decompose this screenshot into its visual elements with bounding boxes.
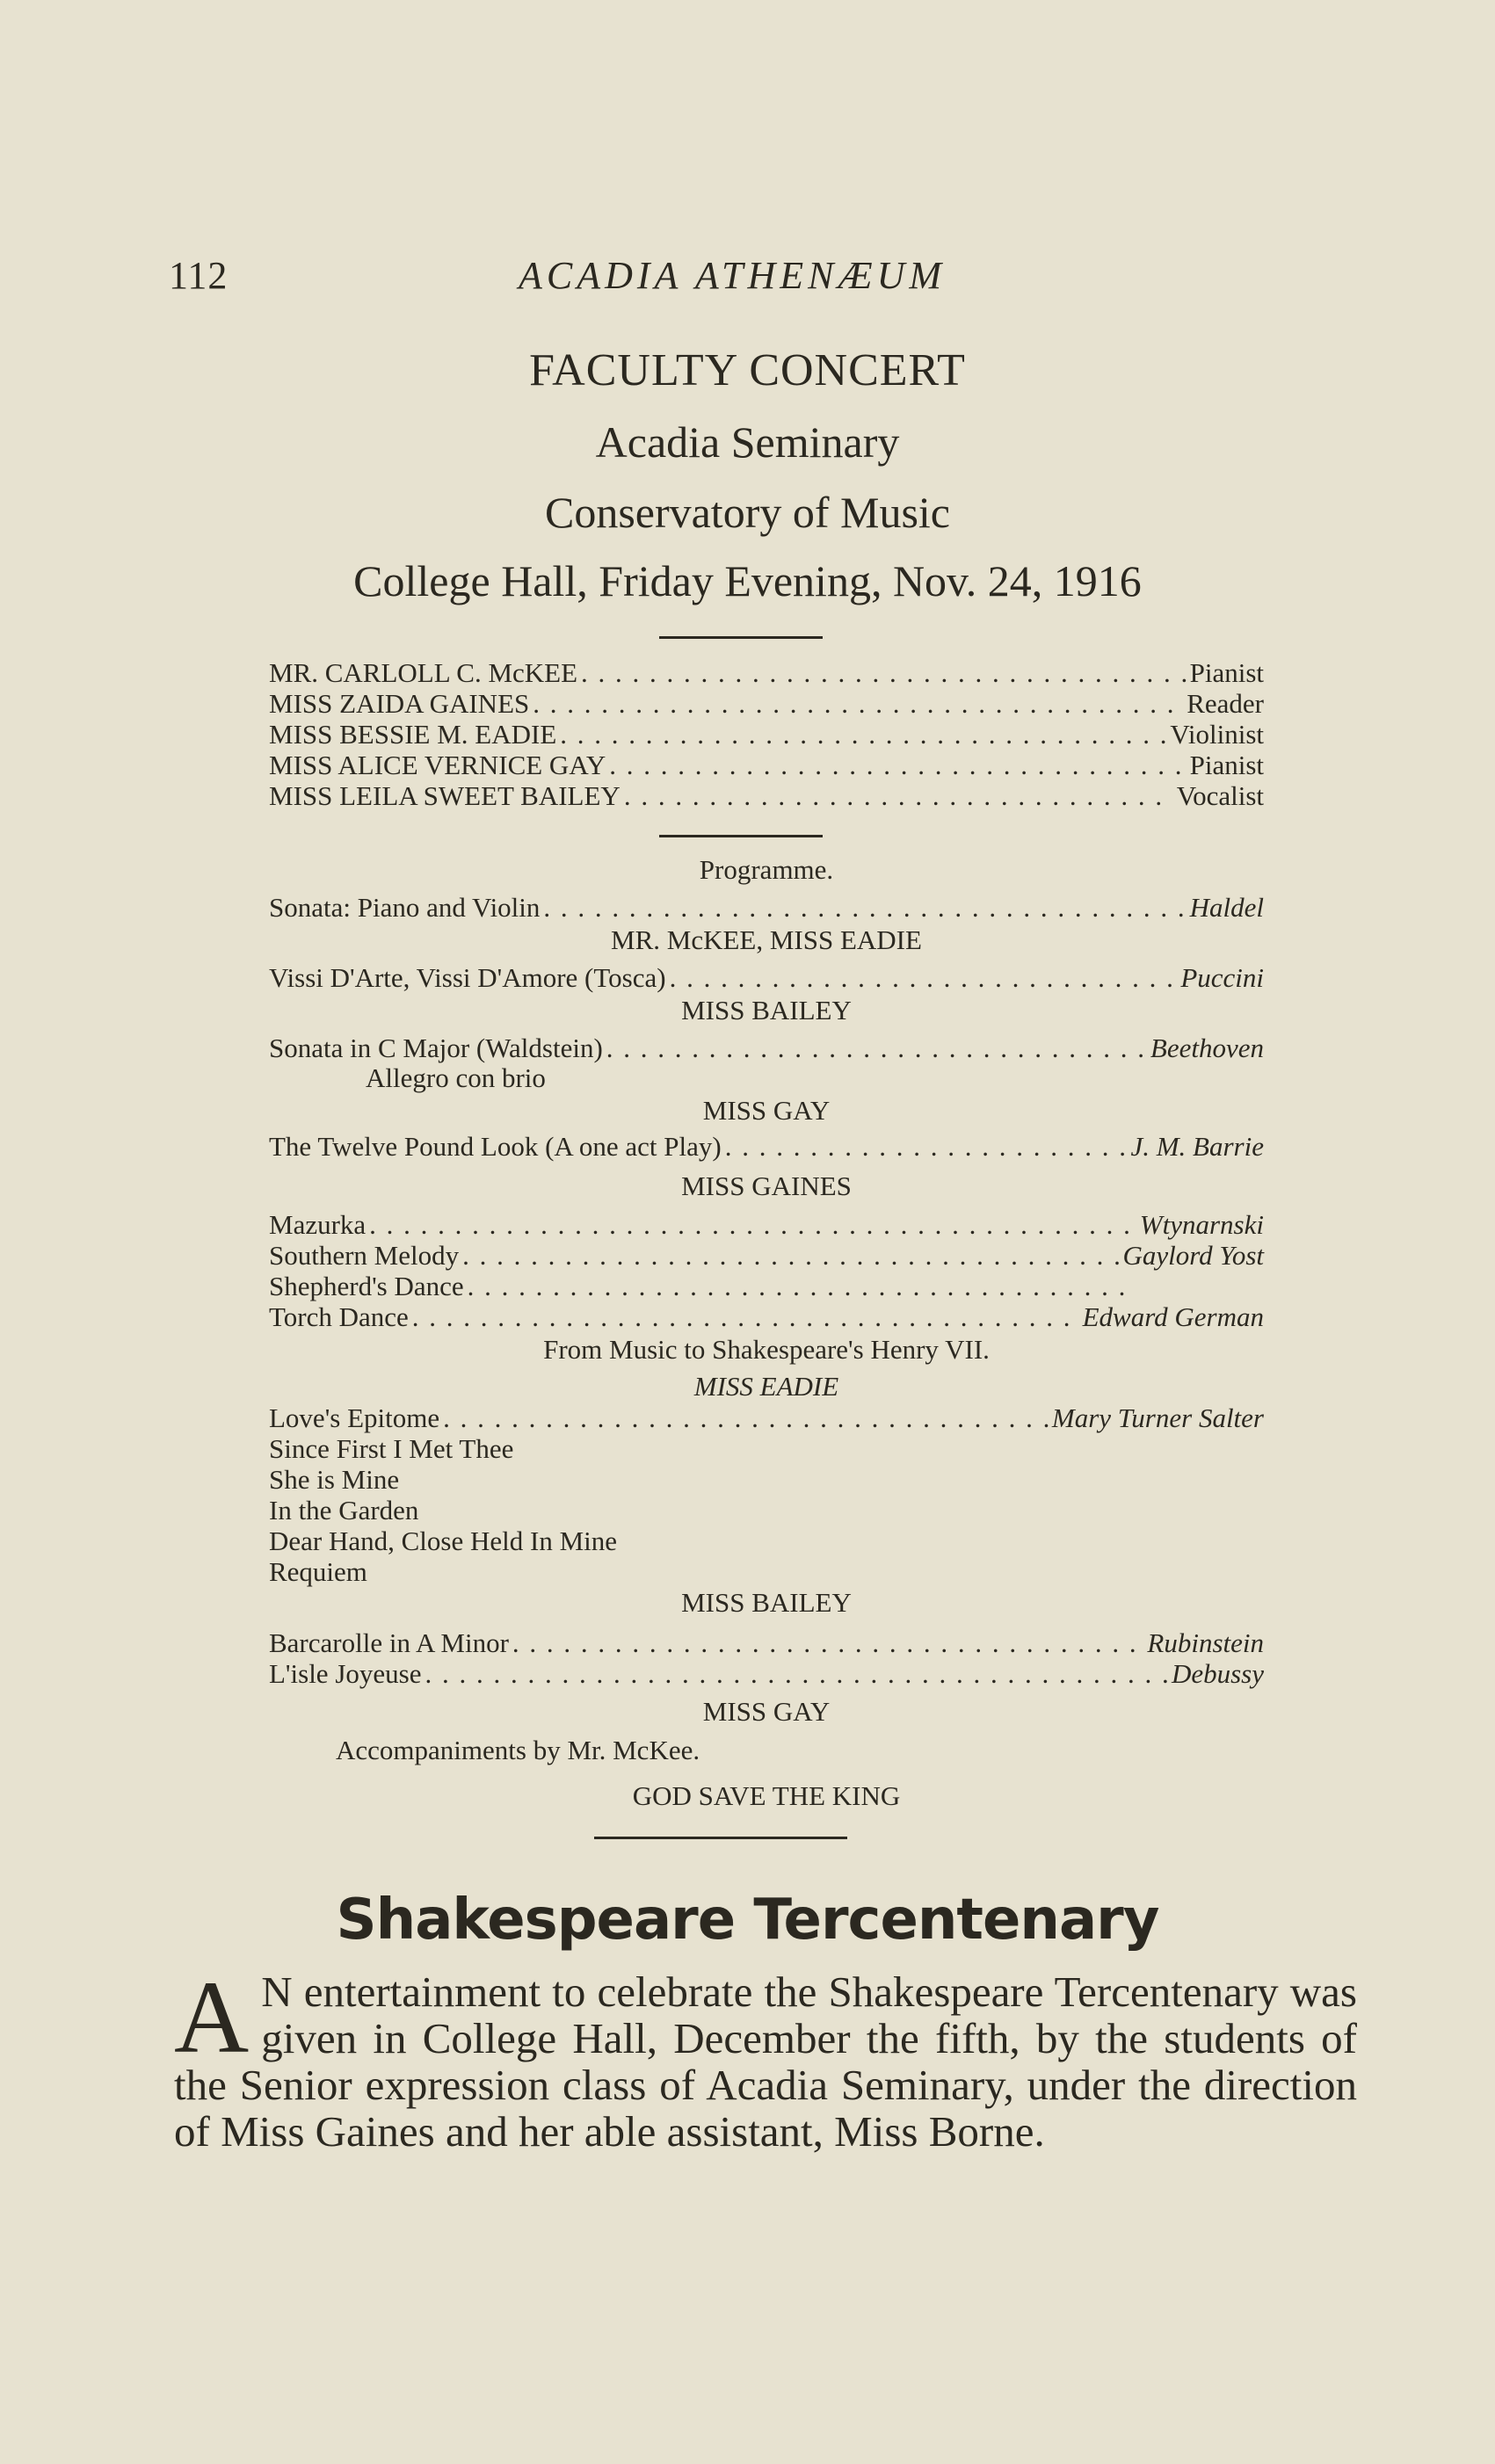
piece-title: Torch Dance [269,1301,409,1332]
programme-item [269,893,1264,923]
composer: Puccini [1180,962,1264,993]
piece-title: Sonata: Piano and Violin [269,892,541,923]
piece-title: Dear Hand, Close Held In Mine [269,1526,618,1556]
piece-title: Mazurka [269,1209,366,1240]
dot-leader [412,1301,1079,1332]
performer-list [269,657,1264,811]
programme-item [269,1209,1264,1332]
piece-title: Shepherd's Dance [269,1271,464,1301]
performer-row [269,750,1264,780]
composer: Mary Turner Salter [1051,1402,1264,1433]
item-performer: MISS BAILEY [681,1587,852,1618]
piece-title: She is Mine [269,1464,400,1495]
dot-leader [533,688,1183,719]
dot-leader [609,750,1186,780]
piece-title: Southern Melody [269,1240,460,1271]
composer: J. M. Barrie [1130,1131,1264,1162]
programme-item [269,1402,1264,1587]
dot-leader [606,1033,1147,1063]
performer-name: MISS LEILA SWEET BAILEY [269,780,620,811]
divider-rule [659,636,823,639]
composer: Haldel [1189,892,1264,923]
performer-name: MR. CARLOLL C. McKEE [269,657,578,688]
essay-paragraph [174,1960,1357,2156]
item-performer: MISS GAINES [681,1170,852,1201]
performer-row [269,657,1264,688]
concert-subtitle-seminary: Acadia Seminary [595,417,900,467]
item-note: From Music to Shakespeare's Henry VII. [543,1334,990,1365]
dot-leader [543,893,1186,923]
item-performer: MISS EADIE [693,1371,839,1402]
concert-title: FACULTY CONCERT [529,345,966,395]
dot-leader [369,1209,1136,1240]
performer-name: MISS ALICE VERNICE GAY [269,750,606,780]
performer-row [269,780,1264,811]
composer: Debussy [1171,1658,1264,1689]
programme-heading: Programme. [699,854,834,885]
performer-row [269,688,1264,719]
essay-body: N entertainment to celebrate the Shakespeare Tercentenary was given in College Hall, December the fifth, by the students of the Senior expression class of Acadia Seminary, under the direction of Miss Gaines and her able assistant, Miss Borne. [174,1968,1357,2156]
piece-title: In the Garden [269,1495,419,1526]
divider-rule [659,835,823,837]
item-performer: MR. McKEE, MISS EADIE [611,924,922,955]
dot-leader [443,1402,1049,1433]
item-performer: MISS BAILEY [681,995,852,1025]
piece-title: Since First I Met Thee [269,1433,514,1464]
piece-title: Sonata in C Major (Waldstein) [269,1033,603,1063]
dot-leader [581,657,1187,688]
performer-name: MISS BESSIE M. EADIE [269,719,557,750]
dot-leader [425,1658,1167,1689]
programme-item [269,1132,1264,1162]
performer-role: Vocalist [1176,780,1264,811]
dot-leader [468,1271,1127,1301]
page-number: 112 [169,254,229,297]
composer: Wtynarnski [1139,1209,1264,1240]
anthem: GOD SAVE THE KING [632,1780,901,1811]
accompaniments-note: Accompaniments by Mr. McKee. [336,1735,700,1765]
dot-leader [512,1627,1143,1658]
performer-role: Pianist [1189,657,1264,688]
programme-item [269,1033,1264,1093]
movement: Allegro con brio [366,1062,546,1093]
performer-role: Pianist [1189,750,1264,780]
composer: Edward German [1082,1301,1264,1332]
journal-title: ACADIA ATHENÆUM [519,254,947,297]
piece-title: Vissi D'Arte, Vissi D'Amore (Tosca) [269,962,666,993]
performer-role: Reader [1187,688,1264,719]
dot-leader [560,719,1166,750]
performer-name: MISS ZAIDA GAINES [269,688,530,719]
composer: Rubinstein [1147,1627,1264,1658]
performer-role: Violinist [1170,719,1264,750]
dot-leader [462,1240,1119,1271]
performer-row [269,719,1264,750]
programme-item [269,963,1264,993]
piece-title: Requiem [269,1556,367,1587]
item-performer: MISS GAY [702,1095,831,1126]
composer: Beethoven [1150,1033,1264,1063]
programme-item [269,1627,1264,1689]
running-head [0,253,1495,306]
essay-title: Shakespeare Tercentenary [336,1888,1159,1953]
composer: Gaylord Yost [1122,1240,1264,1271]
piece-title: Barcarolle in A Minor [269,1627,509,1658]
piece-title: L'isle Joyeuse [269,1658,422,1689]
drop-cap: A [174,1960,250,2075]
piece-title: Love's Epitome [269,1402,440,1433]
dot-leader [670,963,1178,993]
piece-title: The Twelve Pound Look (A one act Play) [269,1131,722,1162]
dot-leader [624,780,1173,811]
item-performer: MISS GAY [702,1696,831,1727]
dot-leader [725,1132,1128,1162]
concert-subtitle-conservatory: Conservatory of Music [544,488,951,537]
concert-venue-date: College Hall, Friday Evening, Nov. 24, 1916 [353,556,1142,605]
divider-rule [594,1837,847,1839]
